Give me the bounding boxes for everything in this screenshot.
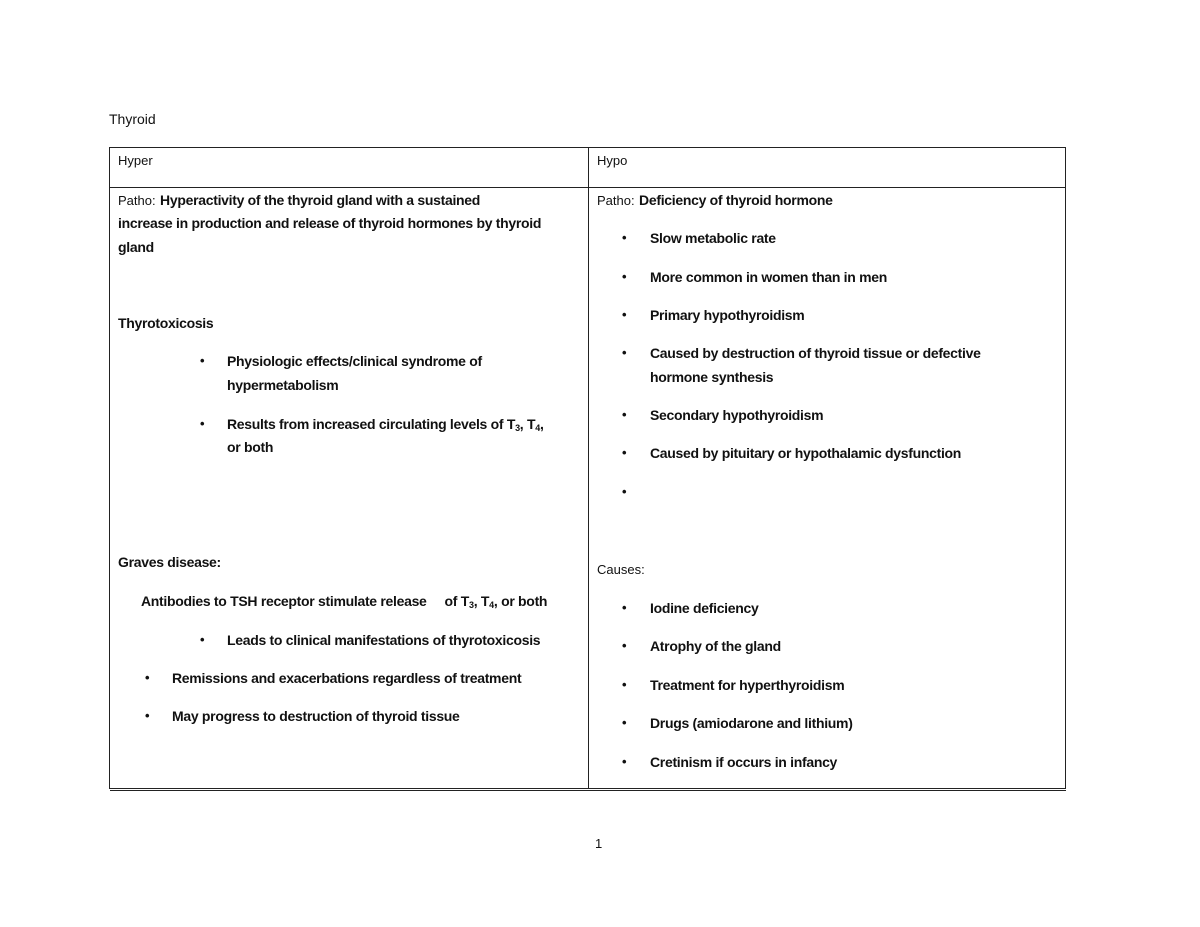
- t-levels-text-b: , T: [519, 416, 536, 432]
- thyrotoxicosis-heading: Thyrotoxicosis: [118, 315, 214, 331]
- graves-bullet-1: Leads to clinical manifestations of thyrotoxicosis: [227, 632, 541, 648]
- thyrotoxicosis-bullet-2-line-1: [227, 412, 544, 440]
- graves-bullet-3: May progress to destruction of thyroid tissue: [172, 708, 460, 724]
- bullet-icon: •: [622, 638, 627, 653]
- causes-bullet-1: Iodine deficiency: [650, 600, 759, 616]
- hypo-bullet-3: Primary hypothyroidism: [650, 307, 805, 323]
- subscript-3: 3: [515, 423, 520, 433]
- causes-label: Causes:: [597, 562, 645, 577]
- t-levels-text-c: ,: [539, 416, 544, 432]
- bullet-icon: •: [145, 708, 150, 723]
- causes-bullet-3: Treatment for hyperthyroidism: [650, 677, 845, 693]
- hypo-bullet-4-line-2: hormone synthesis: [650, 369, 774, 385]
- bullet-icon: •: [622, 677, 627, 692]
- page-title: Thyroid: [109, 111, 156, 127]
- hyper-content-cell: [110, 188, 589, 789]
- graves-text-d: , or both: [493, 593, 548, 609]
- bullet-icon: •: [622, 269, 627, 284]
- hypo-bullet-5: Secondary hypothyroidism: [650, 407, 824, 423]
- bullet-icon: •: [200, 416, 205, 431]
- graves-antibodies-line: [141, 589, 547, 617]
- hypo-patho-line: [597, 188, 833, 213]
- hypo-patho-label: Patho:: [597, 193, 635, 208]
- header-cell-hyper: [110, 148, 589, 188]
- bullet-icon: •: [622, 407, 627, 422]
- bullet-icon: •: [622, 230, 627, 245]
- graves-heading: Graves disease:: [118, 554, 221, 570]
- header-hyper-label: Hyper: [118, 153, 153, 168]
- hypo-bullet-2: More common in women than in men: [650, 269, 887, 285]
- t-levels-text-a: Results from increased circulating levels of T: [227, 416, 516, 432]
- comparison-table: [109, 147, 1066, 789]
- bullet-icon: •: [622, 715, 627, 730]
- bullet-icon: •: [622, 484, 627, 499]
- graves-bullet-2: Remissions and exacerbations regardless of treatment: [172, 670, 522, 686]
- hyper-patho-line-1: [118, 188, 480, 213]
- bullet-icon: •: [622, 445, 627, 460]
- bullet-icon: •: [622, 754, 627, 769]
- bullet-icon: •: [200, 353, 205, 368]
- thyrotoxicosis-bullet-2-line-2: or both: [227, 439, 274, 455]
- header-hypo-label: Hypo: [597, 153, 628, 168]
- graves-text-a: Antibodies to TSH receptor stimulate release: [141, 593, 427, 609]
- bullet-icon: •: [200, 632, 205, 647]
- header-cell-hypo: [589, 148, 1066, 188]
- causes-bullet-4: Drugs (amiodarone and lithium): [650, 715, 853, 731]
- hyper-patho-label: Patho:: [118, 193, 156, 208]
- hypo-bullet-4-line-1: Caused by destruction of thyroid tissue or defective: [650, 345, 981, 361]
- hyper-patho-text-3: gland: [118, 239, 154, 255]
- bullet-icon: •: [145, 670, 150, 685]
- graves-text-b: of T: [444, 593, 470, 609]
- subscript-4: 4: [535, 423, 540, 433]
- graves-text-c: , T: [473, 593, 490, 609]
- hyper-patho-text-1: Hyperactivity of the thyroid gland with a sustained: [160, 192, 481, 208]
- subscript-4: 4: [489, 600, 494, 610]
- hypo-content-cell: [589, 188, 1066, 789]
- hyper-patho-text-2: increase in production and release of thyroid hormones by thyroid: [118, 215, 542, 231]
- page-number: 1: [595, 836, 603, 851]
- thyrotoxicosis-bullet-1-line-1: Physiologic effects/clinical syndrome of: [227, 353, 482, 369]
- subscript-3: 3: [469, 600, 474, 610]
- bullet-icon: •: [622, 307, 627, 322]
- hypo-bullet-1: Slow metabolic rate: [650, 230, 776, 246]
- bullet-icon: •: [622, 345, 627, 360]
- table-bottom-rule: [110, 790, 1066, 791]
- hypo-patho-text: Deficiency of thyroid hormone: [639, 192, 833, 208]
- thyrotoxicosis-bullet-1-line-2: hypermetabolism: [227, 377, 339, 393]
- hypo-bullet-6: Caused by pituitary or hypothalamic dysfunction: [650, 445, 962, 461]
- causes-bullet-5: Cretinism if occurs in infancy: [650, 754, 838, 770]
- bullet-icon: •: [622, 600, 627, 615]
- causes-bullet-2: Atrophy of the gland: [650, 638, 781, 654]
